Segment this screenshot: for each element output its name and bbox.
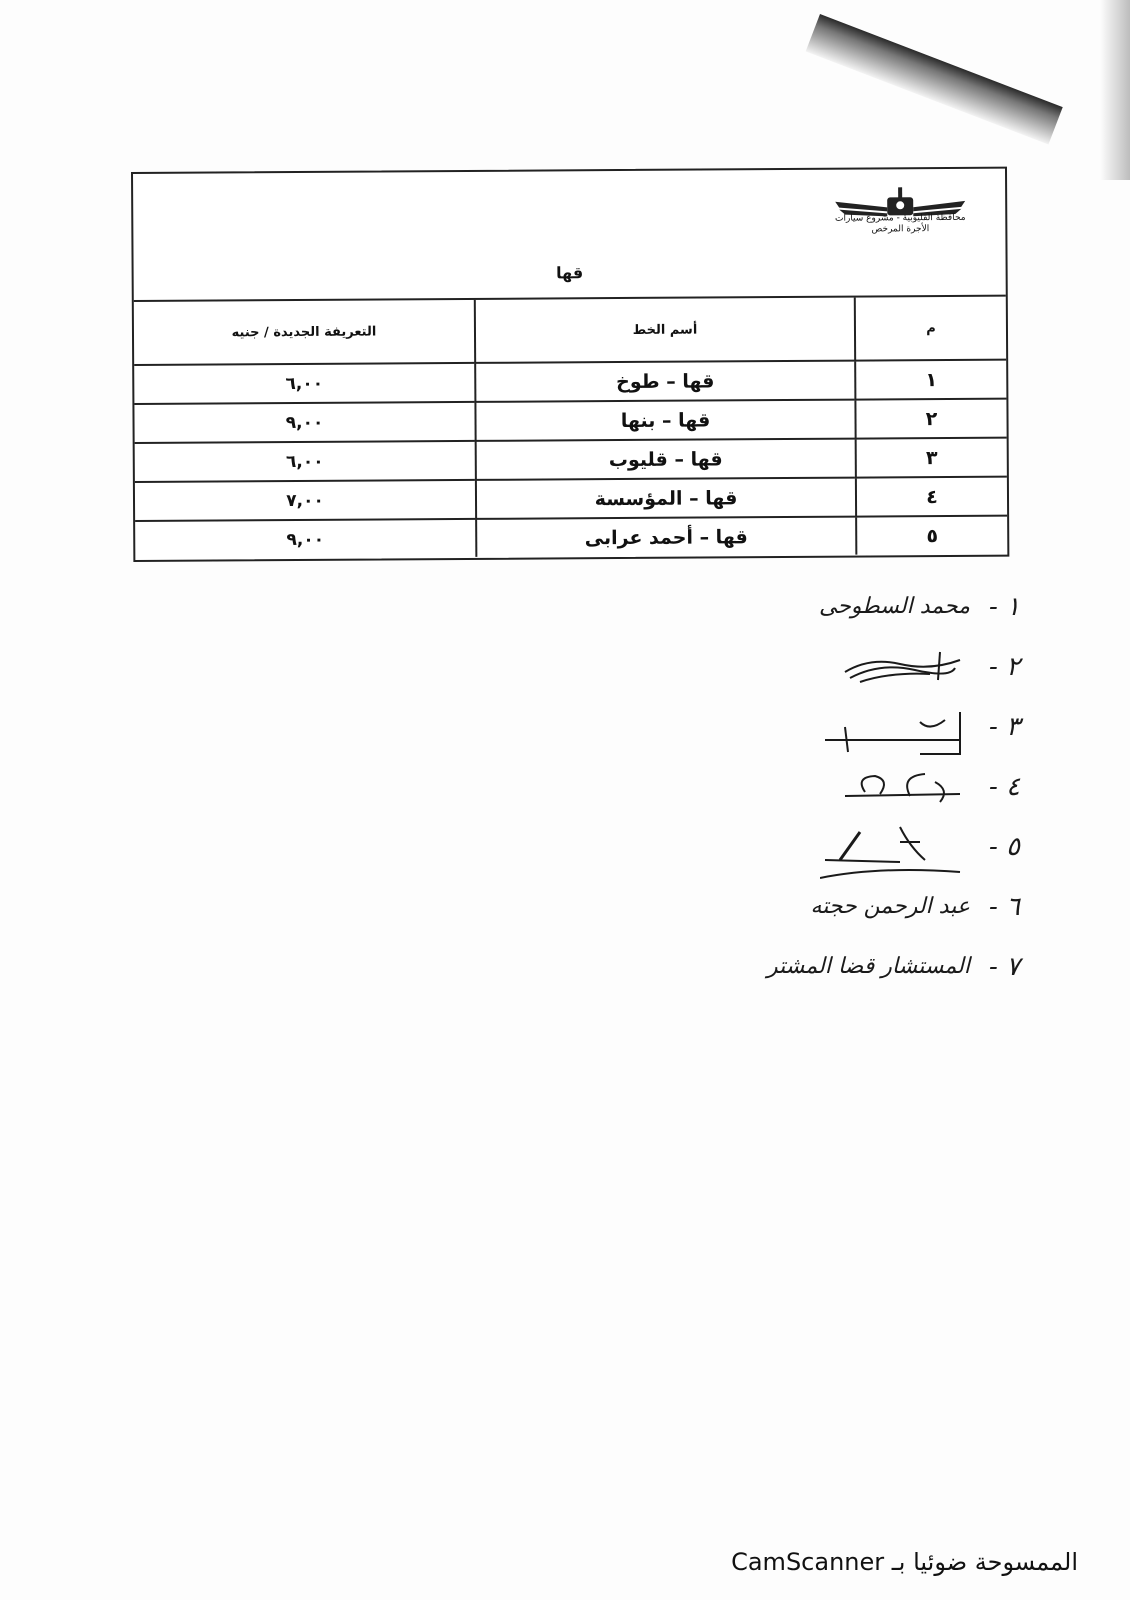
row-fare: ٩,٠٠ <box>134 402 475 443</box>
handwritten-signature-icon <box>820 822 970 882</box>
signature-row <box>720 942 1020 1002</box>
signature-row <box>720 702 1020 762</box>
signature-row <box>720 582 1020 642</box>
header-line-name: أسم الخط <box>475 298 855 363</box>
handwritten-signature-icon <box>840 642 970 692</box>
signature-row <box>720 642 1020 702</box>
signature-number: ٥ - <box>988 832 1020 862</box>
signature-list <box>720 582 1020 1002</box>
fare-table <box>134 297 1008 559</box>
table-row <box>134 360 1006 404</box>
table-row <box>134 399 1006 443</box>
table-row <box>135 477 1007 521</box>
signature-number: ٣ - <box>988 712 1020 742</box>
signature-number: ١ - <box>988 592 1020 622</box>
signature-number: ٧ - <box>988 952 1020 982</box>
document-title: قها <box>556 263 584 283</box>
row-line-name: قها – أحمد عرابى <box>476 517 856 557</box>
signature-row <box>720 882 1020 942</box>
document-header <box>133 169 1006 302</box>
row-fare: ٩,٠٠ <box>135 519 476 559</box>
row-fare: ٧,٠٠ <box>135 480 476 521</box>
fare-table-document <box>131 167 1009 562</box>
table-header-row <box>134 297 1006 365</box>
scan-shadow-edge <box>1100 0 1130 180</box>
header-number: م <box>855 297 1006 361</box>
signature-name: محمد السطوحى <box>818 594 970 619</box>
signature-row <box>720 762 1020 822</box>
row-line-name: قها – طوخ <box>475 361 855 402</box>
row-line-name: قها – المؤسسة <box>476 478 856 519</box>
signature-number: ٦ - <box>988 892 1020 922</box>
folded-corner-shadow <box>806 14 1063 145</box>
row-number: ١ <box>855 360 1006 400</box>
logo-caption: محافظة القليوبية - مشروع سيارات الأجرة المرخص <box>834 212 966 235</box>
table-row <box>135 516 1007 559</box>
row-line-name: قها – قليوب <box>476 439 856 480</box>
row-number: ٣ <box>856 438 1007 478</box>
row-number: ٢ <box>855 399 1006 439</box>
camscanner-footer: الممسوحة ضوئيا بـ CamScanner <box>731 1548 1078 1576</box>
handwritten-signature-icon <box>820 702 970 757</box>
row-number: ٤ <box>856 477 1007 517</box>
signature-name: عبد الرحمن حجته <box>810 894 970 919</box>
row-fare: ٦,٠٠ <box>135 441 476 482</box>
signature-number: ٢ - <box>988 652 1020 682</box>
signature-name: المستشار قضا المشتر <box>767 954 970 979</box>
signature-row <box>720 822 1020 882</box>
header-new-fare: التعريفة الجديدة / جنيه <box>134 300 475 365</box>
table-row <box>135 438 1007 482</box>
handwritten-signature-icon <box>840 762 970 812</box>
row-number: ٥ <box>856 516 1007 555</box>
signature-number: ٤ - <box>988 772 1020 802</box>
row-line-name: قها – بنها <box>475 400 855 441</box>
row-fare: ٦,٠٠ <box>134 363 475 404</box>
